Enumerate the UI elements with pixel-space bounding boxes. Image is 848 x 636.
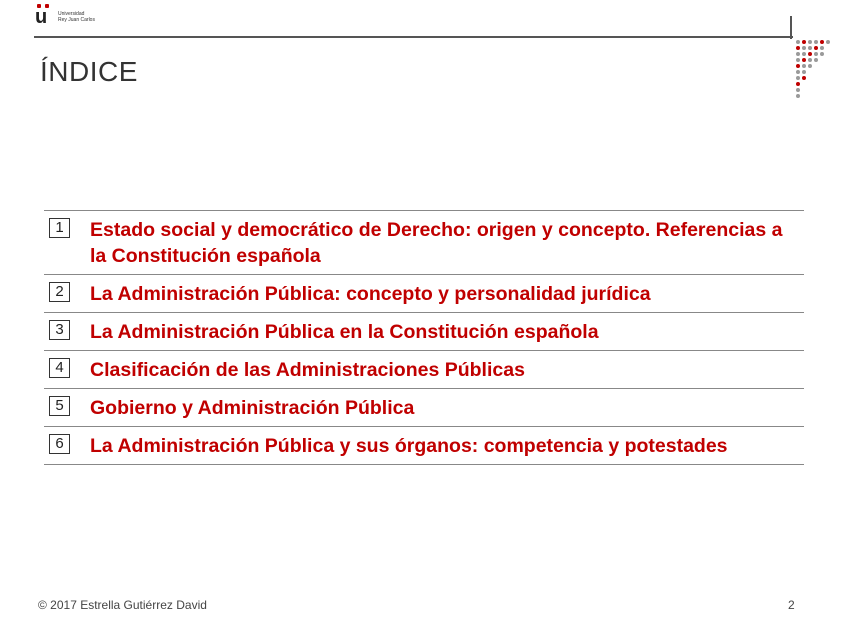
decorative-dot: [802, 64, 806, 68]
page-title: ÍNDICE: [40, 56, 138, 87]
header-vertical-rule: [790, 16, 792, 39]
toc-item-text: Gobierno y Administración Pública: [90, 397, 415, 419]
footer-copyright: © 2017 Estrella Gutiérrez David: [38, 598, 207, 612]
decorative-dot: [808, 40, 812, 44]
decorative-dot: [820, 40, 824, 44]
decorative-dot: [826, 40, 830, 44]
toc-item-text: La Administración Pública en la Constitución española: [90, 321, 599, 343]
decorative-dot: [796, 82, 800, 86]
header-rule: [34, 36, 793, 38]
logo-line-1: Universidad: [58, 11, 85, 17]
decorative-dot: [796, 76, 800, 80]
toc-row-3: [44, 313, 804, 351]
decorative-dot: [814, 52, 818, 56]
decorative-dot: [808, 52, 812, 56]
toc-item-text: Estado social y democrático de Derecho: origen y concepto. Referencias a la Constitución española: [90, 219, 783, 267]
toc-number-box: 2: [49, 282, 70, 302]
toc-item-text: Clasificación de las Administraciones Públicas: [90, 359, 525, 381]
toc-row-2: [44, 275, 804, 313]
toc-number-box: 5: [49, 396, 70, 416]
decorative-dot: [796, 94, 800, 98]
decorative-dot: [802, 52, 806, 56]
decorative-dot: [796, 64, 800, 68]
decorative-dot: [808, 46, 812, 50]
urjc-logo-icon: u: [35, 6, 48, 28]
toc-row-6: [44, 427, 804, 465]
decorative-dot: [820, 52, 824, 56]
university-logo: [34, 4, 95, 26]
toc-number-box: 1: [49, 218, 70, 238]
decorative-dot: [814, 40, 818, 44]
decorative-dot: [802, 76, 806, 80]
decorative-dot: [808, 64, 812, 68]
decorative-dot: [796, 70, 800, 74]
decorative-dot: [796, 40, 800, 44]
toc-number-box: 4: [49, 358, 70, 378]
decorative-dot-pattern: [796, 40, 832, 104]
decorative-dot: [796, 46, 800, 50]
decorative-dot: [808, 58, 812, 62]
table-of-contents: [44, 210, 804, 465]
toc-row-4: [44, 351, 804, 389]
decorative-dot: [802, 40, 806, 44]
toc-row-1: [44, 211, 804, 275]
toc-item-text: La Administración Pública: concepto y personalidad jurídica: [90, 283, 651, 305]
decorative-dot: [796, 88, 800, 92]
decorative-dot: [814, 58, 818, 62]
decorative-dot: [820, 46, 824, 50]
decorative-dot: [802, 46, 806, 50]
toc-row-5: [44, 389, 804, 427]
logo-text: [58, 11, 95, 26]
decorative-dot: [802, 70, 806, 74]
toc-number-box: 3: [49, 320, 70, 340]
toc-item-text: La Administración Pública y sus órganos: competencia y potestades: [90, 435, 728, 457]
decorative-dot: [814, 46, 818, 50]
decorative-dot: [796, 58, 800, 62]
logo-line-2: Rey Juan Carlos: [58, 17, 95, 23]
decorative-dot: [802, 58, 806, 62]
page-number: 2: [788, 598, 795, 612]
decorative-dot: [796, 52, 800, 56]
toc-number-box: 6: [49, 434, 70, 454]
